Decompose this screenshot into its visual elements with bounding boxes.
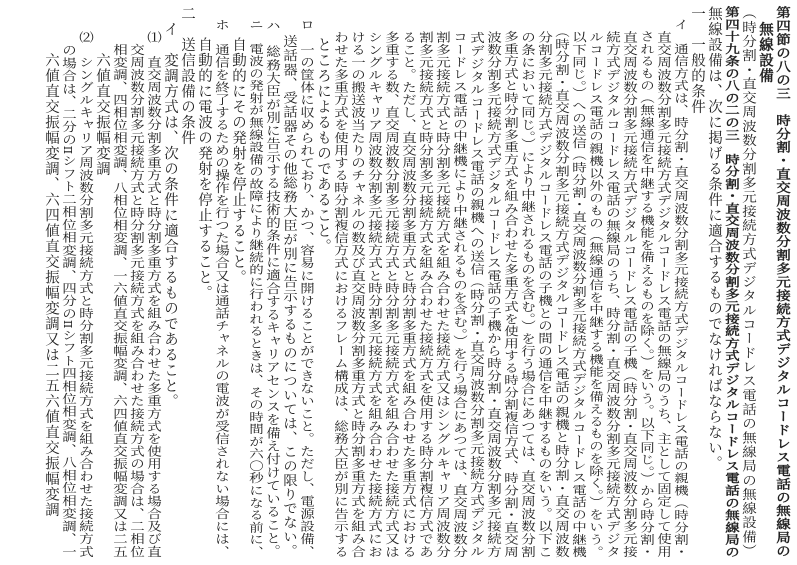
text-column: イ 変調方式は、次の条件に適合するものであること。 xyxy=(162,6,178,409)
text-column: 六値直交振幅変調 xyxy=(94,6,110,177)
text-column: 続方式デジタルコードレス電話の無線局のうち、時分割・直交周波数分割多元接続方式デジタ xyxy=(604,6,620,559)
text-column: されるもの（無線通信を中継する機能を備えるものを除く。）をいう。以下同じ。）から時分割・ xyxy=(638,6,654,559)
text-column: 送話器、受話器その他総務大臣が別に告示するものについては、この限りでない。 xyxy=(281,6,297,559)
text-column: わせた多重方式を使用する時分割複信方式におけるフレーム構成は、総務大臣が別に告示する xyxy=(332,6,348,559)
text-column: 相変調、四相位相変調、八相位相変調、一六値直交振幅変調、六四値直交振幅変調又は二五 xyxy=(111,6,127,559)
text-column: 多重方式と時分割多重方式を組み合わせた多重方式を使用する時分割複信方式、時分割・直交周 xyxy=(502,6,518,559)
text-column: 以下同じ。）への送信（時分割・直交周波数分割多元接続方式デジタルコードレス電話の中継機 xyxy=(570,6,586,558)
text-column: の条において同じ。）により中継されるものを含む。）を行う場合にあつては、直交周波数分割 xyxy=(519,6,535,559)
text-column: 多重する数、直交周波数分割多元接続方式と時分割多元接続方式を組み合わせた接続方式又は xyxy=(383,6,399,559)
text-column: コードレス電話の中継機により中継されるものを含む。）を行う場合にあつては、直交周波数分 xyxy=(451,6,467,558)
text-column: イ 通信方式は、時分割・直交周波数分割多元接続方式デジタルコードレス電話の親機（時分割・ xyxy=(672,6,688,559)
text-column: ⑵ シングルキャリア周波数分割多元接続方式と時分割多元接続方式を組み合わせた接続方式 xyxy=(77,6,93,559)
article-title: 第四十九条の八の二の三 時分割・直交周波数分割多元接続方式デジタルコードレス電話の無線局の xyxy=(723,6,739,559)
text-column: 式デジタルコードレス電話の親機への送信（時分割・直交周波数分割多元接続方式デジタル xyxy=(468,6,484,558)
text-column: 無線設備は、次に掲げる条件に適合するものでなければならない。 xyxy=(706,6,722,471)
text-column: ニ 電波の発射が無線設備の故障により継続的に行われるときは、その時間が六〇秒になる前に、 xyxy=(247,6,263,559)
text-column: シングルキャリア周波数分割多元接続方式と時分割多元接続方式を組み合わせた接続方式にお xyxy=(366,6,382,559)
text-column: 自動的に電波の発射を停止すること。 xyxy=(196,6,212,301)
text-column: ける一の搬送波当たりのチャネルの数及び直交周波数分割多重方式と時分割多重方式を組み合 xyxy=(349,6,365,559)
text-column: （時分割・直交周波数分割多元接続方式デジタルコードレス電話の親機と時分割・直交周波数 xyxy=(553,6,569,559)
section-heading: 第四節の八の三 時分割・直交周波数分割多元接続方式デジタルコードレス電話の無線局の xyxy=(774,6,790,558)
item-heading: 二 送信設備の条件 xyxy=(179,6,195,146)
text-column: ること。ただし、直交周波数分割多重方式と時分割多重方式を組み合わせた多重方式における xyxy=(400,6,416,559)
text-column: ⑴ 直交周波数分割多重方式と時分割多重方式を組み合わせた多重方式を使用する場合及び直 xyxy=(145,6,161,559)
section-heading-continued: 無線設備 xyxy=(757,6,773,84)
text-column: 分割多元接続方式デジタルコードレス電話の子機との間の通信を中継するものをいう。以下こ xyxy=(536,6,552,559)
item-heading: 一 一般的条件 xyxy=(689,6,705,115)
text-column: ホ 通信を終了するための操作を行つた場合又は通話チャネルの電波が受信されない場合には、 xyxy=(213,6,229,559)
article-caption: （時分割・直交周波数分割多元接続方式デジタルコードレス電話の無線局の無線設備） xyxy=(740,6,756,559)
text-column: ところによるものであること。 xyxy=(315,6,331,254)
text-column: ルコードレス電話の親機以外のもの（無線通信を中継する機能を備えるものを除く。）をいう。 xyxy=(587,6,603,558)
text-column: の場合は、二分のπシフト二相位相変調、四分のπシフト四相位相変調、八相位相変調、一 xyxy=(60,6,76,559)
text-column: 交周波数分割多元接続方式と時分割多元接続方式を組み合わせた接続方式の場合は、二相位 xyxy=(128,6,144,559)
text-column: 波数分割多元接続方式デジタルコードレス電話の子機から時分割・直交周波数分割多元接続方 xyxy=(485,6,501,559)
text-column: 六値直交振幅変調、六四値直交振幅変調又は二五六値直交振幅変調 xyxy=(43,6,59,518)
text-column: 直交周波数分割多元接続方式デジタルコードレス電話の無線局のうち、主として固定して使用 xyxy=(655,6,671,559)
text-column: 割多元接続方式と時分割多元接続方式を組み合わせた接続方式又はシングルキャリア周波数分 xyxy=(434,6,450,559)
text-column: ロ 一の筐体に収められており、かつ、容易に開けることができないこと。ただし、電源設備、 xyxy=(298,6,314,559)
text-column: ハ 総務大臣が別に告示する技術的条件に適合するキャリアセンスを備え付けていること。 xyxy=(264,6,280,558)
text-column: 直交周波数分割多元接続方式デジタルコードレス電話の子機（時分割・直交周波数分割多元接 xyxy=(621,6,637,559)
text-column: 自動的にその発射を停止すること。 xyxy=(230,6,246,285)
text-column: 割多元接続方式と時分割多元接続方式を組み合わせた接続方式を使用する時分割複信方式であ xyxy=(417,6,433,559)
